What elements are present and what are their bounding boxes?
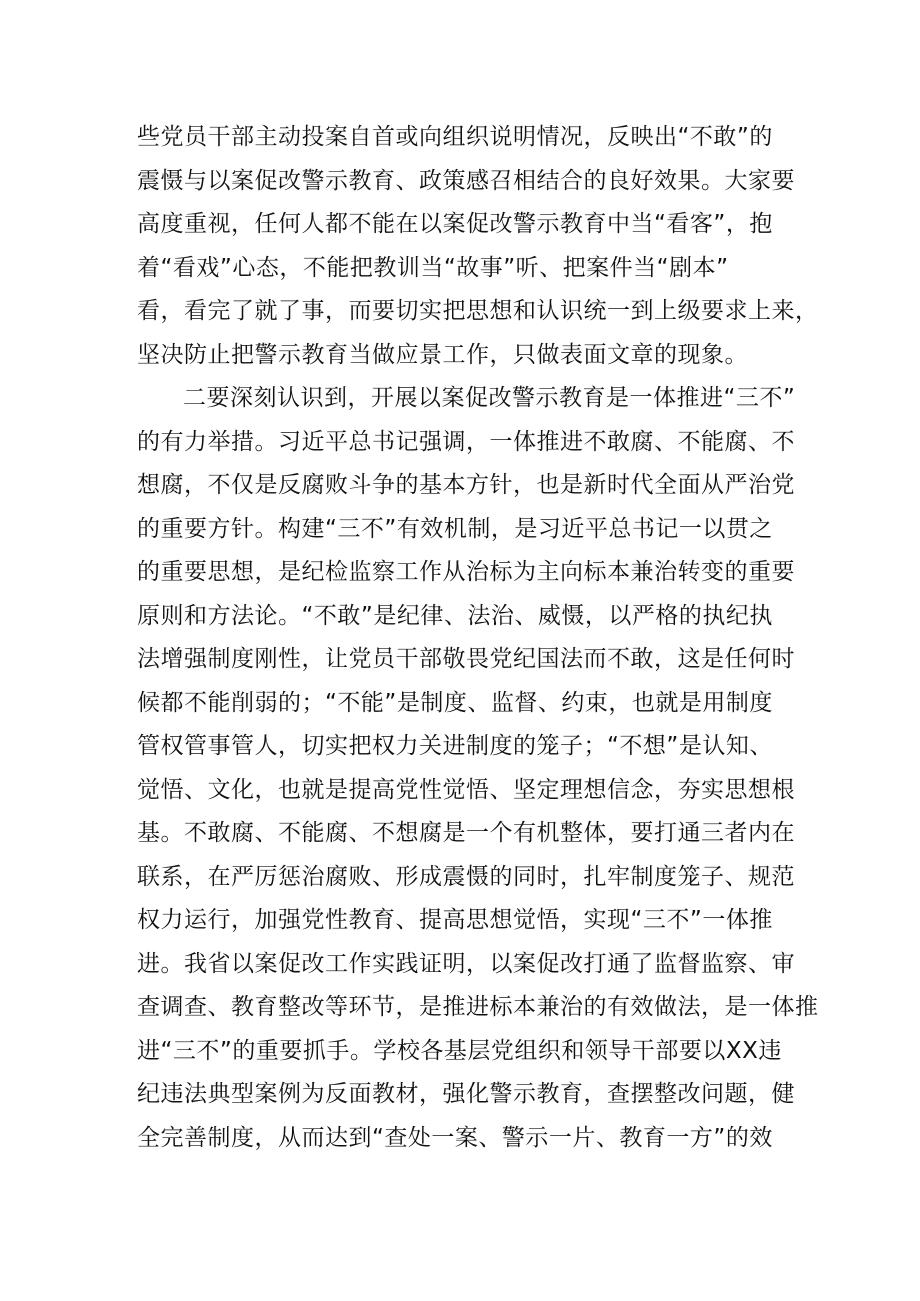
text-line: 高度重视，任何人都不能在以案促改警示教育中当“看客”，抱 — [137, 211, 773, 237]
document-body — [137, 116, 819, 1160]
paragraph-1 — [137, 116, 819, 377]
text-line: 二要深刻认识到，开展以案促改警示教育是一体推进“三不” — [183, 385, 796, 411]
text-line: 管权管事管人，切实把权力关进制度的笼子；“不想”是认知、 — [137, 733, 773, 759]
text-line: 法增强制度刚性，让党员干部敬畏党纪国法而不敢，这是任何时 — [137, 646, 795, 672]
text-line: 的有力举措。习近平总书记强调，一体推进不敢腐、不能腐、不 — [137, 428, 795, 455]
text-line: 些党员干部主动投案自首或向组织说明情况，反映出“不敢”的 — [137, 124, 773, 150]
text-line: 联系，在严厉惩治腐败、形成震慑的同时，扎牢制度笼子、规范 — [137, 863, 795, 890]
text-line: 的重要方针。构建“三不”有效机制，是习近平总书记一以贯之 — [137, 515, 773, 542]
text-line: 的重要思想，是纪检监察工作从治标为主向标本兼治转变的重要 — [137, 559, 795, 585]
text-line: 坚决防止把警示教育当做应景工作，只做表面文章的现象。 — [137, 341, 748, 368]
text-line: 震慑与以案促改警示教育、政策感召相结合的良好效果。大家要 — [137, 167, 795, 194]
text-line: 查调查、教育整改等环节，是推进标本兼治的有效做法，是一体推 — [137, 994, 819, 1020]
text-line: 看，看完了就了事，而要切实把思想和认识统一到上级要求上来， — [137, 298, 819, 324]
text-line: 进“三不”的重要抓手。学校各基层党组织和领导干部要以XX违 — [137, 1037, 782, 1064]
text-line: 着“看戏”心态，不能把教训当“故事”听、把案件当“剧本” — [137, 254, 729, 281]
text-line: 纪违法典型案例为反面教材，强化警示教育，查摆整改问题，健 — [137, 1081, 795, 1107]
text-line: 全完善制度，从而达到“查处一案、警示一片、教育一方”的效 — [137, 1124, 773, 1151]
text-line: 想腐，不仅是反腐败斗争的基本方针，也是新时代全面从严治党 — [137, 472, 795, 498]
text-line: 原则和方法论。“不敢”是纪律、法治、威慑，以严格的执纪执 — [137, 602, 773, 629]
text-line: 觉悟、文化，也就是提高党性觉悟、坚定理想信念，夯实思想根 — [137, 776, 795, 803]
text-line: 权力运行，加强党性教育、提高思想觉悟，实现“三不”一体推 — [137, 907, 773, 933]
text-line: 候都不能削弱的；“不能”是制度、监督、约束，也就是用制度 — [137, 689, 773, 716]
text-line: 进。我省以案促改工作实践证明，以案促改打通了监督监察、审 — [137, 950, 795, 977]
text-line: 基。不敢腐、不能腐、不想腐是一个有机整体，要打通三者内在 — [137, 820, 795, 846]
paragraph-2 — [137, 377, 819, 1160]
